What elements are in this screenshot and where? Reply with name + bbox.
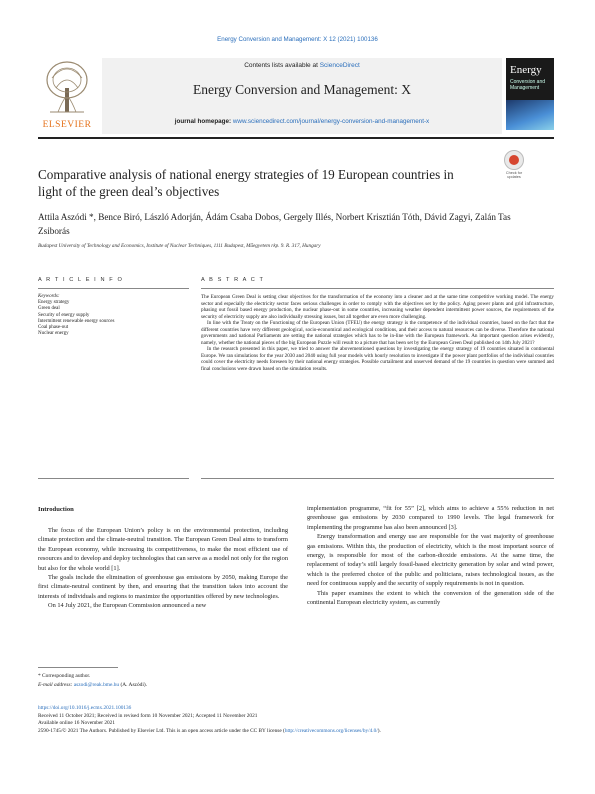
elsevier-logo[interactable]: [38, 58, 96, 130]
body-paragraph: The goals include the elimination of greenhouse gas emissions by 2050, making Europe the first climate-neutral continent by then, and ensuring that the transition takes into account the interests of individuals and regions to maximize the opportunities offered by new technologies.: [38, 574, 288, 600]
article-info-heading: A R T I C L E I N F O: [38, 277, 124, 283]
check-updates-label: Check for updates: [505, 171, 523, 180]
body-column-right: [307, 504, 554, 607]
check-for-updates-button[interactable]: [500, 150, 528, 180]
license-suffix: ).: [377, 728, 381, 735]
abstract-paragraph: In the research presented in this paper, we tried to answer the abovementioned questions by investigating the energy strategy of 19 countries situated in continental Europe. We ran simulations for the year 2030 and 2040 using full year models with hourly resolution to investigate if the power plant portfolios of the individual countries could cover the electricity needs foreseen by their national energy strategies. Possible curtailment and unserved demand of the 19 countries in question were summed and final conclusions were drawn based on the simulation results.: [201, 346, 554, 373]
body-paragraph: The focus of the European Union’s policy is on the environmental protection, including climate protection and the climate-neutral transition. The European Green Deal aims to transform the European economy, while increasing its competitiveness, to make the most efficient use of resources and to develop and deploy technologies that can serve as a model not only for the region but also for the whole world [1].: [38, 527, 288, 572]
homepage-prefix: journal homepage:: [174, 118, 233, 125]
email-line: [38, 681, 338, 690]
abstract-paragraph: In line with the Treaty on the Functioning of the European Union (TFEU) the energy strategy is the competence of the individual countries, based on the fact that the different countries have very different geological, socio-economical and ecological conditions, and their access to natural resources can be diverse. Therefore the national governments and national Parliaments are setting the national strategies which has to be in-line with the European framework. An important question arises evidently, namely, whether the national pieces of the big European Puzzle will result to a picture that has been set by the European Green Deal published on 14th July 2021?: [201, 320, 554, 346]
contents-prefix: Contents lists available at: [244, 62, 320, 69]
online-date: Available online 16 November 2021: [38, 720, 115, 727]
journal-cover-image[interactable]: [506, 58, 554, 130]
affiliation: Budapest University of Technology and Economics, Institute of Nuclear Techniques, 1111 Budapest, Műegyetem rkp. 9. R. 317, Hungary: [38, 243, 321, 249]
footnote-rule: [38, 667, 118, 668]
keyword-item: Security of energy supply: [38, 312, 90, 318]
keyword-item: Nuclear energy: [38, 331, 69, 337]
article-info-rule-top: [38, 288, 189, 289]
journal-title: Energy Conversion and Management: X: [193, 82, 411, 97]
keywords-block: [38, 294, 189, 337]
cover-title: Energy: [510, 64, 542, 76]
keyword-item: Green deal: [38, 306, 60, 312]
contents-line: [102, 62, 502, 69]
corresponding-author-note: * Corresponding author.: [38, 673, 91, 679]
publication-info: [38, 705, 558, 736]
body-paragraph: Energy transformation and energy use are responsible for the vast majority of greenhouse gas emissions. Within this, the production of electricity, which is the most important source of energy, is responsible for most of the carbon-dioxide emissions. At the same time, the replacement of today’s still largely fossil-based electricity generation by solar and wind power, which is the preferred choice of the public and politicians, raises technological issues, as the need for continuous supply and the security of supply requirements is not in question.: [307, 533, 554, 588]
received-dates: Received 11 October 2021; Received in revised form 10 November 2021; Accepted 11 November 2021: [38, 712, 258, 719]
abstract-rule-bottom: [201, 478, 554, 479]
abstract-heading: A B S T R A C T: [201, 277, 265, 283]
keyword-item: Energy strategy: [38, 300, 70, 306]
keyword-item: Coal phase-out: [38, 325, 69, 331]
journal-citation-link[interactable]: Energy Conversion and Management: X 12 (2021) 100136: [217, 36, 378, 43]
license-link[interactable]: http://creativecommons.org/licenses/by/4.0/: [284, 728, 378, 735]
body-paragraph: This paper examines the extent to which the conversion of the generation side of the continental European electricity system, as currently: [307, 589, 554, 607]
abstract-text: [201, 294, 554, 373]
email-suffix: (A. Aszódi).: [119, 682, 147, 688]
homepage-link[interactable]: www.sciencedirect.com/journal/energy-conversion-and-management-x: [232, 118, 430, 125]
body-column-left: [38, 526, 288, 611]
keyword-item: Intermittent renewable energy sources: [38, 318, 115, 324]
author-list[interactable]: Attila Aszódi *, Bence Biró, László Adorján, Ádám Csaba Dobos, Gergely Illés, Norbert Krisztián Tóth, Dávid Zagyi, Zalán Tas Zsiborás: [38, 212, 511, 236]
sciencedirect-link[interactable]: ScienceDirect: [319, 62, 360, 69]
cover-subtitle: Conversion and Management: [510, 79, 546, 91]
elsevier-tree-icon: [44, 58, 90, 116]
introduction-heading: Introduction: [38, 506, 74, 513]
email-link[interactable]: aszodi@reak.bme.hu: [73, 682, 120, 688]
email-label: E-mail address:: [38, 682, 74, 688]
body-paragraph: implementation programme, “fit for 55” [2], which aims to achieve a 55% reduction in net greenhouse gas emissions by 2030 compared to 1990 levels. The legal framework for implementing the programme has also been announced [3].: [307, 505, 554, 531]
abstract-rule-top: [201, 288, 554, 289]
keywords-label: Keywords:: [38, 294, 60, 299]
header-divider: [38, 137, 554, 139]
check-updates-icon: [504, 150, 524, 170]
cover-graphic: [506, 100, 554, 130]
license-line: [38, 728, 558, 736]
doi-link[interactable]: https://doi.org/10.1016/j.ecmx.2021.100136: [38, 705, 132, 711]
article-title: Comparative analysis of national energy strategies of 19 European countries in light of the green deal’s objectives: [38, 167, 454, 199]
journal-homepage: [102, 118, 502, 125]
body-paragraph: On 14 July 2021, the European Commission announced a new: [48, 602, 207, 610]
footnote: [38, 672, 338, 690]
publisher-logo-text: ELSEVIER: [42, 120, 92, 130]
article-info-rule-bottom: [38, 478, 189, 479]
license-prefix: 2590-1745/© 2021 The Authors. Published by Elsevier Ltd. This is an open access article under the CC BY license (: [38, 728, 285, 735]
abstract-paragraph: The European Green Deal is setting clear objectives for the transformation of the economy into a cleaner and at the same time competitive working model. The energy sector and especially the electricity sector faces serious challenges in order to comply with the objectives set by the policy. Aging power plants and grid infrastructure, phasing out fossil based energy production, the nuclear phase-out in some countries, increasing weather dependent intermittent power sources, the requirements of the security of electricity supply are also individually stressing issues, but all together are even more challenging.: [201, 294, 554, 320]
